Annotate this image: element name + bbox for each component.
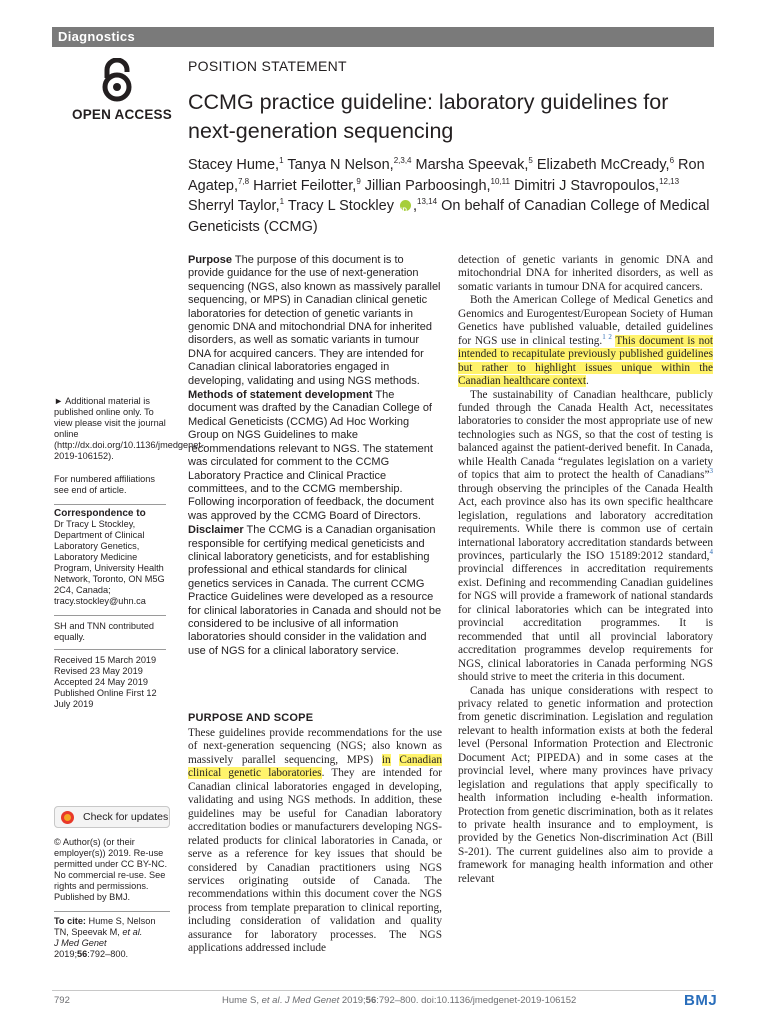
body-text: These guidelines provide recommendations for the use of next-generation sequencing (NGS; also known as massively parallel sequencing, MPS)	[188, 727, 442, 766]
article-type: POSITION STATEMENT	[188, 58, 347, 74]
body-text: through observing the principles of the Canada Health Act, each province also has its own specific healthcare legislation, regulations and laboratory accreditation requirements. While there is common use of certain international laboratory accreditation standards between provinces, particularly the ISO 15189:2012 standard,	[458, 482, 713, 562]
author-list: Stacey Hume,$^1$ Tanya N Nelson,$^{2,3,4}$ Marsha Speevak,$^5$ Elizabeth McCready,$^6$ Ron Agatep,$^{7,8}$ Harriet Feilotter,$^9$ Jillian Parboosingh,$^{10,11}$ Dimitri J Stavropoulos,$^{12,13}$ Sherryl Taylor,$^1$ Tracy L Stockley iD ,$^{13,14}$ On behalf of Canadian College of Medical Geneticists (CCMG)	[188, 155, 713, 237]
check-updates-label: Check for updates	[83, 811, 169, 823]
to-cite-box	[54, 911, 170, 960]
divider	[54, 649, 166, 650]
purpose-text: The purpose of this document is to provide guidance for the use of next-generation sequencing (NGS, also known as massively parallel sequencing, or MPS) in Canadian clinical genetic laboratories for detection of genetic variants in genomic DNA and mitochondrial DNA for inherited disorders, as well as somatic variants in tumour DNA for acquired cancers. They are intended for Canadian clinical laboratories engaged in developing, validating and using NGS methods.	[188, 254, 441, 387]
highlight: This document is not intended to recapitulate previously published guidelines but rather to highlight issues unique within the Canadian healthcare context	[458, 334, 714, 388]
revised-date: Revised 23 May 2019	[54, 666, 143, 676]
to-cite-pages: :792–800.	[87, 949, 129, 959]
author-affiliation: 7,8	[238, 176, 250, 186]
citation-volume: 56	[365, 995, 377, 1006]
author-affiliation: 12,13	[659, 176, 680, 186]
citation-journal: J Med Genet	[284, 995, 340, 1006]
citation-text: .	[279, 995, 285, 1006]
body-paragraph	[188, 727, 442, 956]
reference-link[interactable]: 1 2	[602, 332, 612, 341]
article-title: CCMG practice guideline: laboratory guidelines for next-generation sequencing	[188, 90, 669, 143]
bmj-logo: BMJ	[684, 992, 718, 1009]
author-name[interactable]: Harriet Feilotter,	[253, 177, 357, 194]
highlight: in	[381, 753, 391, 766]
body-paragraph	[458, 389, 713, 685]
footer-citation	[222, 995, 576, 1006]
to-cite-year: 2019;	[54, 949, 77, 959]
divider	[54, 615, 166, 616]
affiliations-note: For numbered affiliations see end of article.	[54, 474, 155, 495]
check-for-updates-button[interactable]	[54, 806, 170, 828]
open-access-label: OPEN ACCESS	[72, 107, 172, 122]
body-text: provincial differences in accreditation requirements exist. Defining and recommending Canadian guidelines for NGS will provide a framework of national standards for clinical laboratories which can be integrated into provincial accreditation programmes. It is recommended that until all provincial laboratory accreditation programmes develop requirements for NGS, clinical laboratories in Canada performing NGS should strive to meet the criteria in this document.	[458, 563, 713, 684]
abstract-purpose	[188, 254, 442, 388]
to-cite-label: To cite:	[54, 916, 86, 926]
author-affiliation: 10,11	[490, 176, 510, 186]
methods-label: Methods of statement development	[188, 389, 373, 402]
to-cite-text: Hume S, Nelson TN, Speevak M,	[54, 916, 156, 937]
author-affiliation: 13,14	[417, 197, 438, 207]
received-date: Received 15 March 2019	[54, 655, 157, 665]
body-text: Both the American College of Medical Genetics and Genomics and Eurogentest/European Society of Human Genetics have published valuable, detailed guidelines for NGS use in clinical testing.	[458, 294, 713, 347]
section-heading: PURPOSE AND SCOPE	[188, 712, 314, 724]
to-cite-journal: J Med Genet	[54, 938, 107, 948]
contribution-note: SH and TNN contributed equally.	[54, 621, 154, 642]
accepted-date: Accepted 24 May 2019	[54, 677, 148, 687]
additional-material-note[interactable]: ► Additional material is published online only. To view please visit the journal online (http://dx.doi.org/10.1136/jmedgenet-2019-106152).	[54, 396, 204, 461]
correspondence-heading: Correspondence to	[54, 508, 146, 519]
body-paragraph: Canada has unique considerations with respect to privacy related to genetic information and protection from genetic discrimination. Legislation and regulation relevant to health information exists at both the federal level (Personal Information Protection and Electronic Document Act; PIPEDA) and in some cases at the provincial level, where many provinces have privacy legislation and regulations that apply specifically to health information including e-health information. Protection from genetic discrimination, both as it relates to private health insurance and to employment, is provided by the Genetics Non-discrimination Act (Bill S-201). The current guidelines also aim to provide a framework for managing health information and other relevant	[458, 684, 713, 885]
body-text: The sustainability of Canadian healthcare, publicly funded through the Canada Health Act, necessitates laboratories to consider the most appropriate use of new technologies such as NGS, so that the cost of testing is balanced against the patient-derived benefit. In Canada, while Health Canada “regulates legislation on a variety of topics that aim to protect the health of Canadians”	[458, 388, 713, 482]
methods-text: The document was drafted by the Canadian College of Medical Geneticists (CCMG) Ad Hoc Working Group on NGS Guidelines to make recommendations relevant to NGS. The statement was circulated for comment to the CCMG Laboratory Practice and Clinical Practice committees, and to the CCMG membership. Following incorporation of feedback, the document was approved by the CCMG Board of Directors.	[188, 389, 434, 522]
author-name[interactable]: Stacey Hume,	[188, 157, 280, 173]
page-number: 792	[54, 995, 70, 1006]
author-name[interactable]: Marsha Speevak,	[415, 157, 529, 173]
author-group: On behalf of Canadian College of Medical Geneticists (CCMG)	[188, 198, 710, 235]
body-column-left	[188, 727, 442, 956]
highlight: Canadian clinical genetic laboratories	[188, 753, 442, 780]
disclaimer-label: Disclaimer	[188, 524, 244, 537]
author-affiliation: 9	[356, 176, 361, 186]
citation-etal: et al	[261, 995, 280, 1006]
author-name[interactable]: Tracy L Stockley	[287, 198, 394, 214]
author-name[interactable]: Ron Agatep,	[188, 157, 705, 194]
citation-doi[interactable]: :792–800. doi:10.1136/jmedgenet-2019-106152	[376, 995, 577, 1006]
published-date: Published Online First 12 July 2019	[54, 688, 157, 709]
footer-divider	[52, 990, 714, 991]
body-paragraph	[458, 294, 713, 388]
copyright-notice: © Author(s) (or their employer(s)) 2019. Re-use permitted under CC BY-NC. No commercial re-use. See rights and permissions. Published by BMJ.	[54, 837, 168, 902]
author-affiliation: 6	[669, 156, 675, 166]
section-label: Diagnostics	[58, 29, 135, 44]
citation-text: 2019;	[339, 995, 366, 1006]
open-access-icon	[94, 58, 140, 102]
author-affiliation: 1	[279, 197, 285, 207]
correspondence-text[interactable]: Dr Tracy L Stockley, Department of Clinical Laboratory Genetics, Laboratory Medicine Program, University Health Network, Toronto, ON M5G 2C4, Canada; tracy.stockley@uhn.ca	[54, 519, 165, 606]
body-text: .	[585, 375, 589, 388]
abstract	[188, 254, 442, 659]
author-name[interactable]: Sherryl Taylor,	[188, 198, 280, 214]
sidebar	[54, 396, 204, 710]
to-cite-etal: et al.	[122, 927, 143, 937]
abstract-methods	[188, 389, 442, 523]
author-name[interactable]: Elizabeth McCready,	[536, 157, 670, 173]
disclaimer-text: The CCMG is a Canadian organisation responsible for certifying medical geneticists and clinical laboratory geneticists, and for establishing professional and ethical standards for clinical genetics services in Canada. The current CCMG Practice Guidelines were developed as a resource for clinical laboratories in Canada and should not be considered to be inclusive of all information laboratories should consider in the validation and use of NGS for a clinical laboratory service.	[188, 524, 442, 657]
purpose-label: Purpose	[188, 254, 233, 266]
body-text: . They are intended for Canadian clinical laboratories engaged in developing, validating and using NGS methods. In addition, these guidelines may be useful for Canadian laboratory accreditation bodies or manufacturers developing NGS-related products for clinical laboratories in Canada, or serve as a reference for key issues that should be considered by Canadian practitioners using NGS services originating outside of Canada. The recommendations within this document cover the NGS process from template preparation to clinical reporting, including consideration of validation and quality assurance for laboratory processes. The NGS applications addressed include	[188, 767, 442, 955]
citation-text: Hume S,	[222, 995, 262, 1006]
section-bar	[52, 27, 714, 47]
abstract-disclaimer	[188, 524, 442, 658]
author-affiliation: 5	[528, 156, 533, 166]
author-affiliation: 1	[279, 156, 284, 166]
check-updates-icon	[61, 811, 74, 824]
orcid-icon[interactable]	[400, 200, 411, 211]
reference-link[interactable]: 4	[709, 548, 713, 557]
body-paragraph: detection of genetic variants in genomic DNA and mitochondrial DNA for inherited disorders, as well as somatic variants in tumour DNA for acquired cancers.	[458, 254, 713, 293]
author-affiliation: 2,3,4	[393, 156, 412, 166]
reference-link[interactable]: 3	[709, 467, 713, 476]
author-name[interactable]: Tanya N Nelson,	[287, 157, 394, 173]
author-name[interactable]: Jillian Parboosingh,	[364, 177, 491, 194]
body-column-right	[458, 254, 713, 886]
author-name[interactable]: Dimitri J Stavropoulos,	[514, 177, 660, 194]
divider	[54, 504, 166, 505]
to-cite-volume: 56	[77, 949, 88, 959]
